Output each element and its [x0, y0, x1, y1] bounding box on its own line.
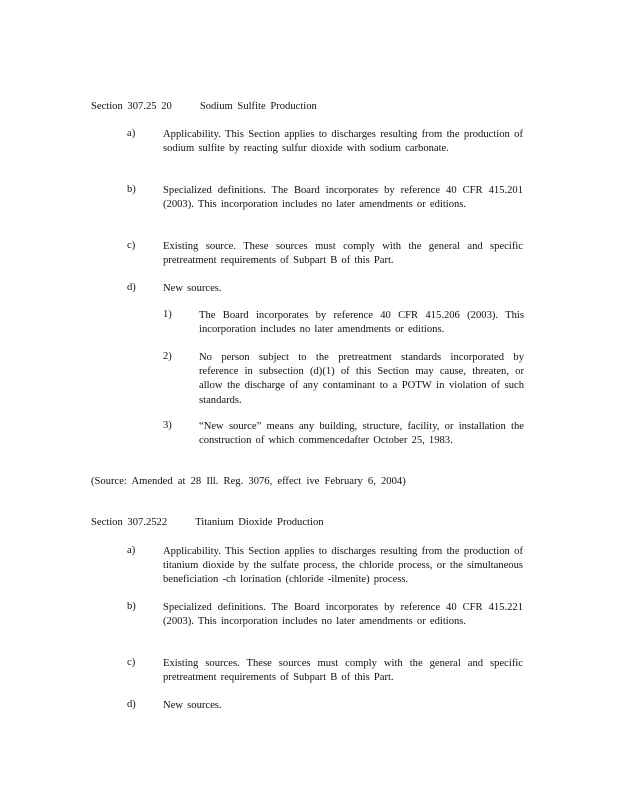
subparagraph-text: The Board incorporates by reference 40 CFR 415.206 (2003). This incorporation includes no later amendments or editions.: [199, 310, 524, 336]
paragraph-text: New sources.: [163, 283, 222, 294]
paragraph-label: d): [127, 699, 136, 710]
paragraph-label: a): [127, 128, 136, 139]
paragraph-text: Specialized definitions. The Board incorporates by reference 40 CFR 415.221 (2003). This incorporation includes no later amendments or editions.: [163, 602, 523, 628]
subparagraph-text: No person subject to the pretreatment standards incorporated by reference in subsection (d)(1) of this Section may cause, threaten, or allow the discharge of any contaminant to a POTW in violation of such standards.: [199, 352, 524, 406]
section-heading: [91, 517, 324, 528]
paragraph-label: b): [127, 184, 136, 195]
paragraph-text: Existing sources. These sources must comply with the general and specific pretreatment requirements of Subpart B of this Part.: [163, 658, 523, 684]
source-note: (Source: Amended at 28 Ill. Reg. 3076, effect ive February 6, 2004): [91, 476, 406, 487]
paragraph-label: d): [127, 282, 136, 293]
section-number: Section 307.2522: [91, 517, 168, 528]
subparagraph-label: 2): [163, 351, 172, 362]
subparagraph-text: “New source” means any building, structure, facility, or installation the construction of which commencedafter October 25, 1983.: [199, 421, 524, 447]
paragraph-label: a): [127, 545, 136, 556]
paragraph-text: Specialized definitions. The Board incorporates by reference 40 CFR 415.201 (2003). This incorporation includes no later amendments or editions.: [163, 185, 523, 211]
paragraph-text: Applicability. This Section applies to discharges resulting from the production of titanium dioxide by the sulfate process, the chloride process, or the simultaneous beneficiation -ch lorination (chloride -ilmenite) process.: [163, 546, 523, 586]
section-number: Section 307.25 20: [91, 101, 172, 112]
paragraph-label: c): [127, 240, 136, 251]
paragraph-label: c): [127, 657, 136, 668]
section-heading: [91, 101, 317, 112]
subparagraph-label: 3): [163, 420, 172, 431]
paragraph-label: b): [127, 601, 136, 612]
section-title: Titanium Dioxide Production: [195, 517, 324, 528]
section-title: Sodium Sulfite Production: [199, 101, 317, 112]
paragraph-text: New sources.: [163, 700, 222, 711]
paragraph-text: Applicability. This Section applies to discharges resulting from the production of sodium sulfite by reacting sulfur dioxide with sodium carbonate.: [163, 129, 523, 155]
paragraph-text: Existing source. These sources must comply with the general and specific pretreatment requirements of Subpart B of this Part.: [163, 241, 523, 267]
subparagraph-label: 1): [163, 309, 172, 320]
